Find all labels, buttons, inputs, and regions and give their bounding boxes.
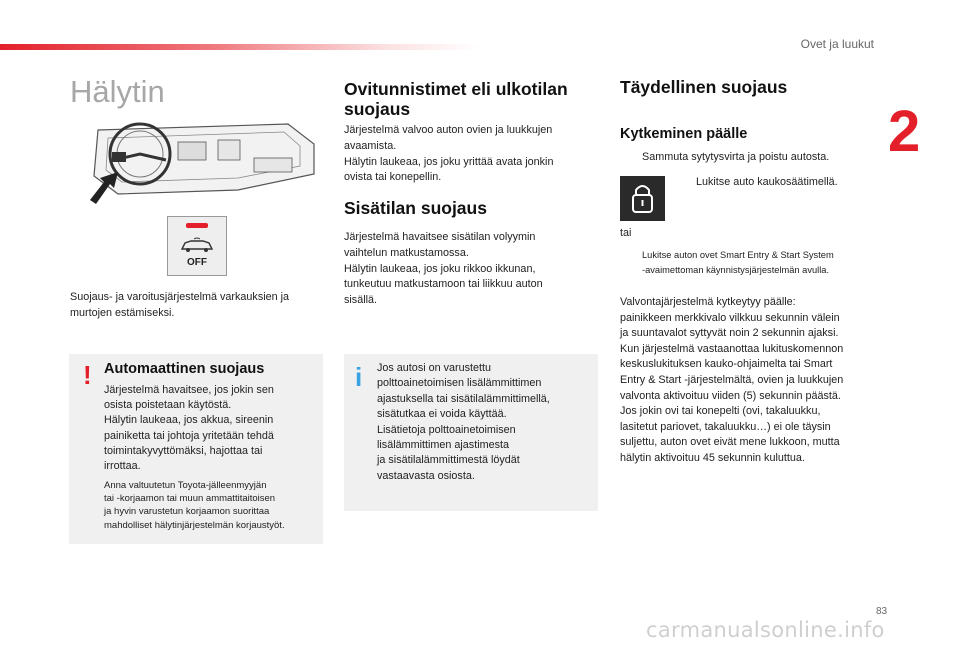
header-accent-bar [0, 44, 480, 50]
info-line: sisätutkaa ei voida käyttää. [377, 408, 507, 421]
activation-subtitle: Kytkeminen päälle [620, 126, 748, 142]
body-line: Hälytin laukeaa, jos joku rikkoo ikkunan, [344, 262, 536, 275]
activation-body [620, 295, 880, 467]
alarm-intro: Suojaus- ja varoitusjärjestelmä varkauksien ja murtojen estämiseksi. [70, 291, 290, 319]
note-line: tai -korjaamon tai muun ammattitaitoisen [104, 493, 276, 505]
perimeter-body [344, 123, 589, 186]
body-line: sisällä. [344, 294, 378, 307]
lock-button-icon [620, 176, 665, 221]
car-alarm-icon [179, 237, 215, 253]
title-line: Ovitunnistimet eli ulkotilan [344, 79, 568, 99]
info-line: ja sisätilalämmittimestä löydät [377, 454, 520, 467]
warning-icon: ! [83, 360, 92, 390]
warning-line: Järjestelmä havaitsee, jos jokin sen [104, 384, 274, 396]
alarm-off-button[interactable] [167, 216, 227, 276]
step-line: -avaimettoman käynnistysjärjestelmän avulla. [642, 265, 830, 275]
full-protection-title: Täydellinen suojaus [620, 77, 788, 97]
perimeter-title [344, 80, 568, 119]
note-line: Anna valtuutetun Toyota-jälleenmyyjän [104, 480, 267, 491]
body-line: vaihtelun matkustamossa. [344, 246, 469, 259]
off-label: OFF [187, 257, 207, 268]
body-line: Valvontajärjestelmä kytkeytyy päälle: [620, 296, 796, 308]
watermark: carmanualsonline.info [646, 618, 885, 642]
body-line: ja suuntavalot syttyvät noin 2 sekunnin ajaksi. [620, 327, 839, 340]
page-title: Hälytin [70, 74, 165, 109]
info-line: Lisätietoja polttoainetoimisen [377, 423, 516, 436]
note-line: ja hyvin varustetun korjaamon suorittaa [104, 506, 270, 518]
info-body [377, 361, 592, 484]
body-line: valvonta aktivoituu viiden (5) sekunnin päästä. [620, 389, 841, 402]
body-line: tunkeutuu matkustamoon tai liikkuu auton [344, 278, 543, 291]
step-line: Lukitse auton ovet Smart Entry & Start System [642, 250, 834, 260]
step-2: Lukitse auto kaukosäätimellä. [696, 176, 838, 188]
chapter-number: 2 [888, 99, 921, 164]
info-line: ajastuksella tai sisätilalämmittimellä, [377, 392, 550, 405]
body-line: Jos jokin ovi tai konepelti (ovi, takaluukku, [620, 405, 821, 418]
indicator-light [186, 223, 208, 228]
body-line: keskuslukituksen kauko-ohjaimelta tai Smart [620, 358, 833, 371]
body-line: Järjestelmä havaitsee sisätilan volyymin [344, 231, 536, 243]
body-line: painikkeen merkkivalo vilkkuu sekunnin välein [620, 311, 840, 324]
body-line: Järjestelmä valvoo auton ovien ja luukkujen [344, 124, 553, 136]
interior-title: Sisätilan suojaus [344, 198, 487, 218]
warning-body [104, 383, 314, 474]
interior-body [344, 230, 589, 309]
warning-line: toimintakyvyttömäksi, hajottaa tai [104, 444, 263, 457]
warning-note [104, 479, 319, 532]
info-line: polttoainetoimisen lisälämmittimen [377, 377, 542, 390]
body-line: Hälytin laukeaa, jos joku yrittää avata jonkin [344, 155, 554, 168]
body-line: Entry & Start -järjestelmältä, ovien ja luukkujen [620, 373, 844, 386]
body-line: lasitetut pariovet, takaluukku…) ei ole täysin [620, 420, 831, 433]
warning-line: Hälytin laukeaa, jos akkua, sireenin [104, 414, 274, 427]
info-icon: i [355, 362, 363, 392]
warning-line: osista poistetaan käytöstä. [104, 399, 232, 412]
or-label: tai [620, 227, 632, 239]
info-line: lisälämmittimen ajastimesta [377, 439, 509, 452]
warning-title: Automaattinen suojaus [104, 361, 265, 377]
warning-line: painiketta tai johtoja yritetään tehdä [104, 429, 274, 442]
dashboard-illustration [88, 116, 318, 206]
page-number: 83 [876, 606, 888, 617]
info-line: Jos autosi on varustettu [377, 362, 492, 374]
body-line: Kun järjestelmä vastaanottaa lukituskomennon [620, 342, 844, 355]
info-line: vastaavasta osiosta. [377, 469, 475, 482]
step-3 [642, 248, 882, 278]
warning-line: irrottaa. [104, 460, 141, 473]
body-line: ovista tai konepellin. [344, 171, 442, 184]
title-line: suojaus [344, 98, 411, 119]
body-line: avaamista. [344, 139, 397, 152]
note-line: mahdolliset hälytinjärjestelmän korjaustyöt. [104, 519, 285, 531]
section-title: Ovet ja luukut [800, 37, 874, 51]
body-line: suljettu, auton ovet eivät mene lukkoon, mutta [620, 436, 840, 449]
body-line: hälytin aktivoituu 45 sekunnin kuluttua. [620, 451, 805, 464]
step-1: Sammuta sytytysvirta ja poistu autosta. [642, 151, 830, 163]
